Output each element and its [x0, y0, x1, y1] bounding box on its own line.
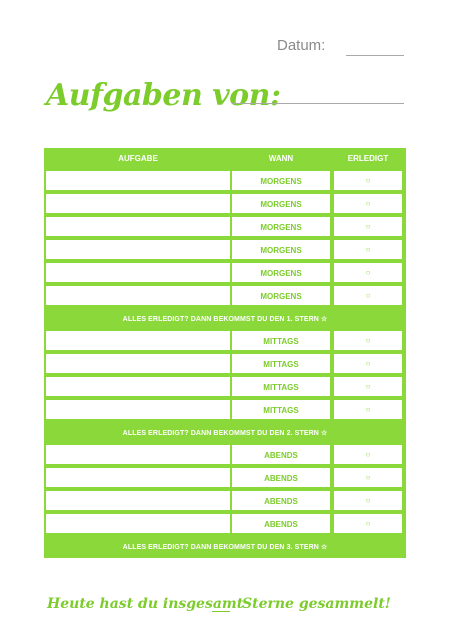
column-header-erledigt: ERLEDIGT: [347, 154, 389, 163]
footer-text-right: Sterne gesammelt!: [242, 596, 391, 612]
when-cell: ABENDS: [232, 514, 330, 533]
done-checkbox-icon[interactable]: ○: [334, 445, 402, 464]
done-checkbox-icon[interactable]: ○: [334, 286, 402, 305]
star-reward-banner: ALLES ERLEDIGT? DANN BEKOMMST DU DEN 3. STERN ☆: [122, 544, 328, 551]
done-checkbox-icon[interactable]: ○: [334, 217, 402, 236]
done-checkbox-icon[interactable]: ○: [334, 263, 402, 282]
datum-label: Datum:: [277, 37, 326, 54]
done-checkbox-icon[interactable]: ○: [334, 171, 402, 190]
table-row: [44, 514, 406, 537]
task-cell[interactable]: [46, 286, 230, 305]
task-cell[interactable]: [46, 491, 230, 510]
task-cell[interactable]: [46, 354, 230, 373]
task-cell[interactable]: [46, 514, 230, 533]
when-cell: MORGENS: [232, 286, 330, 305]
star-reward-banner: ALLES ERLEDIGT? DANN BEKOMMST DU DEN 1. STERN ☆: [122, 316, 328, 323]
when-cell: MITTAGS: [232, 354, 330, 373]
table-row: [44, 286, 406, 309]
done-checkbox-icon[interactable]: ○: [334, 194, 402, 213]
done-checkbox-icon[interactable]: ○: [334, 468, 402, 487]
done-checkbox-icon[interactable]: ○: [334, 354, 402, 373]
name-input-line[interactable]: [232, 103, 404, 104]
task-cell[interactable]: [46, 331, 230, 350]
done-checkbox-icon[interactable]: ○: [334, 331, 402, 350]
task-cell[interactable]: [46, 217, 230, 236]
table-row: [44, 445, 406, 468]
task-cell[interactable]: [46, 171, 230, 190]
task-cell[interactable]: [46, 468, 230, 487]
when-cell: MORGENS: [232, 240, 330, 259]
when-cell: MITTAGS: [232, 331, 330, 350]
page-title: Aufgaben von:: [46, 78, 281, 113]
task-cell[interactable]: [46, 194, 230, 213]
done-checkbox-icon[interactable]: ○: [334, 400, 402, 419]
task-cell[interactable]: [46, 400, 230, 419]
when-cell: MORGENS: [232, 263, 330, 282]
task-cell[interactable]: [46, 445, 230, 464]
when-cell: MITTAGS: [232, 400, 330, 419]
table-row: [44, 491, 406, 514]
task-table: [44, 148, 406, 558]
task-cell[interactable]: [46, 240, 230, 259]
table-row: [44, 194, 406, 217]
table-row: [44, 263, 406, 286]
table-row: [44, 171, 406, 194]
when-cell: ABENDS: [232, 445, 330, 464]
when-cell: ABENDS: [232, 491, 330, 510]
table-row: [44, 331, 406, 354]
star-reward-banner: ALLES ERLEDIGT? DANN BEKOMMST DU DEN 2. STERN ☆: [122, 430, 328, 437]
table-row: [44, 240, 406, 263]
when-cell: MORGENS: [232, 217, 330, 236]
task-cell[interactable]: [46, 263, 230, 282]
footer-text-left: Heute hast du insgesamt: [47, 596, 244, 612]
when-cell: MORGENS: [232, 171, 330, 190]
table-row: [44, 400, 406, 423]
table-row: [44, 468, 406, 491]
datum-input-line[interactable]: [346, 55, 404, 56]
footer-star-count-blank[interactable]: [212, 611, 230, 612]
done-checkbox-icon[interactable]: ○: [334, 377, 402, 396]
column-header-aufgabe: AUFGABE: [118, 154, 158, 163]
when-cell: MORGENS: [232, 194, 330, 213]
column-header-wann: WANN: [268, 154, 294, 163]
table-row: [44, 354, 406, 377]
done-checkbox-icon[interactable]: ○: [334, 491, 402, 510]
table-row: [44, 217, 406, 240]
when-cell: MITTAGS: [232, 377, 330, 396]
table-row: [44, 377, 406, 400]
when-cell: ABENDS: [232, 468, 330, 487]
done-checkbox-icon[interactable]: ○: [334, 240, 402, 259]
done-checkbox-icon[interactable]: ○: [334, 514, 402, 533]
task-cell[interactable]: [46, 377, 230, 396]
